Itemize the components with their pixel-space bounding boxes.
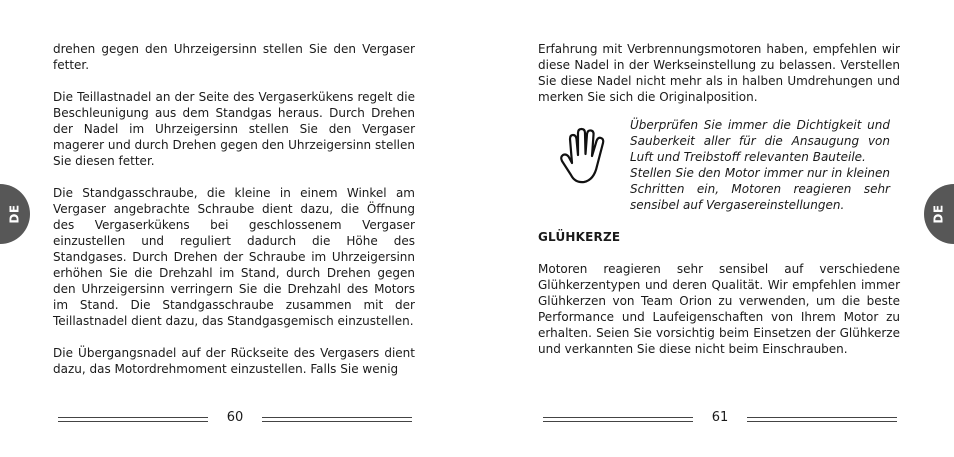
section-heading: GLÜHKERZE <box>538 230 621 244</box>
language-tab-right <box>924 184 954 244</box>
right-page <box>477 0 954 457</box>
page-number: 61 <box>711 410 729 425</box>
warning-line: Stellen Sie den Motor immer nur in kleinen Schritten ein, Motoren reagieren sehr sensibel auf Vergasereinstellungen. <box>630 166 890 212</box>
page-number: 60 <box>226 410 244 425</box>
right-text-column <box>538 41 900 357</box>
warning-box <box>538 117 900 213</box>
left-text-column <box>53 41 415 377</box>
page-footer-left <box>58 409 412 427</box>
footer-rule <box>747 417 897 422</box>
paragraph: Motoren reagieren sehr sensibel auf verschiedene Glühkerzentypen und deren Qualität. Wir empfehlen immer Glühkerzen von Team Orion zu verwenden, um die beste Performance und Laufeigenschaften von Ihrem Motor zu erhalten. Seien Sie vorsichtig beim Einsetzen der Glühkerze und verkannten Sie diese nicht beim Einschrauben. <box>538 262 900 356</box>
language-tab-label: DE <box>7 204 22 224</box>
hand-icon <box>538 117 630 193</box>
footer-rule <box>262 417 412 422</box>
page-footer-right <box>543 409 897 427</box>
paragraph: Die Standgasschraube, die kleine in einem Winkel am Vergaser angebrachte Schraube dient dazu, die Öffnung des Vergaserkükens bei geschlossenem Vergaser einzustellen und reguliert dadurch die Höhe des Standgases. Durch Drehen der Schraube im Uhrzeigersinn erhöhen Sie die Drehzahl im Stand, durch Drehen gegen den Uhrzeigersinn verringern Sie die Drehzahl des Motors im Stand. Die Standgasschraube zusammen mit der Teillastnadel dient dazu, das Standgasgemisch einzustellen. <box>53 186 415 328</box>
paragraph: Die Teillastnadel an der Seite des Vergaserkükens regelt die Beschleunigung aus dem Standgas heraus. Durch Drehen der Nadel im Uhrzeigersinn stellen Sie den Vergaser magerer und durch Drehen gegen den Uhrzeigersinn stellen Sie diesen fetter. <box>53 90 415 168</box>
paragraph: Die Übergangsnadel auf der Rückseite des Vergasers dient dazu, das Motordrehmoment einzustellen. Falls Sie wenig <box>53 346 415 376</box>
paragraph: drehen gegen den Uhrzeigersinn stellen Sie den Vergaser fetter. <box>53 42 415 72</box>
warning-line: Überprüfen Sie immer die Dichtigkeit und Sauberkeit aller für die Ansaugung von Luft und Treibstoff relevanten Bauteile. <box>630 118 890 164</box>
language-tab-left <box>0 184 30 244</box>
warning-text <box>630 117 900 213</box>
language-tab-label: DE <box>931 204 946 224</box>
paragraph: Erfahrung mit Verbrennungsmotoren haben, empfehlen wir diese Nadel in der Werkseinstellung zu belassen. Verstellen Sie diese Nadel nicht mehr als in halben Umdrehungen und merken Sie sich die Originalposition. <box>538 42 900 104</box>
